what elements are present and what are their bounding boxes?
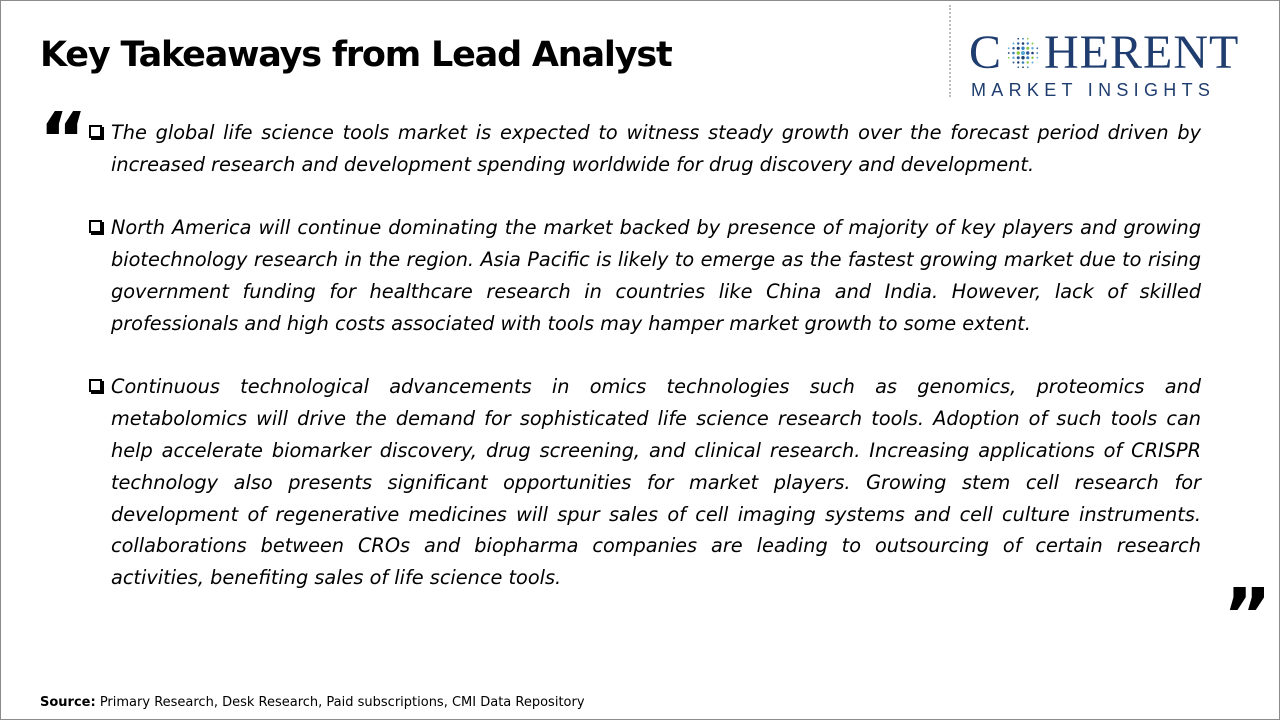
page-title: Key Takeaways from Lead Analyst <box>40 35 672 75</box>
takeaway-list <box>87 117 1201 626</box>
takeaway-item <box>87 212 1201 339</box>
logo-globe-icon <box>1004 34 1042 72</box>
logo-letters-herent: HERENT <box>1044 26 1240 79</box>
company-logo <box>969 26 1261 101</box>
logo-wordmark <box>969 26 1240 79</box>
source-text: Primary Research, Desk Research, Paid subscriptions, CMI Data Repository <box>95 695 585 710</box>
checkbox-bullet-icon <box>89 125 102 138</box>
takeaway-item <box>87 117 1201 181</box>
takeaway-text: The global life science tools market is expected to witness steady growth over the forecast period driven by increased research and development spending worldwide for drug discovery and development. <box>111 121 1201 176</box>
logo-subtitle: MARKET INSIGHTS <box>971 80 1216 100</box>
logo-letter-c: C <box>969 26 1003 79</box>
checkbox-bullet-icon <box>89 379 102 392</box>
source-label: Source: <box>40 695 96 710</box>
logo-divider <box>949 5 951 97</box>
takeaway-text: North America will continue dominating the market backed by presence of majority of key players and growing biotechnology research in the region. Asia Pacific is likely to emerge as the fastest growing market due to rising government funding for healthcare research in countries like China and India. However, lack of skilled professionals and high costs associated with tools may hamper market growth to some extent. <box>111 216 1201 335</box>
checkbox-bullet-icon <box>89 220 102 233</box>
takeaway-text: Continuous technological advancements in omics technologies such as genomics, proteomics and metabolomics will drive the demand for sophisticated life science research tools. Adoption of such tools can help accelerate biomarker discovery, drug screening, and clinical research. Increasing applications of CRISPR technology also presents significant opportunities for market players. Growing stem cell research for development of regenerative medicines will spur sales of cell imaging systems and cell culture instruments. collaborations between CROs and biopharma companies are leading to outsourcing of certain research activities, benefiting sales of life science tools. <box>111 375 1201 590</box>
close-quote-icon: ” <box>1223 577 1272 623</box>
source-note <box>40 695 585 710</box>
open-quote-icon: “ <box>39 101 88 147</box>
takeaway-item <box>87 371 1201 594</box>
